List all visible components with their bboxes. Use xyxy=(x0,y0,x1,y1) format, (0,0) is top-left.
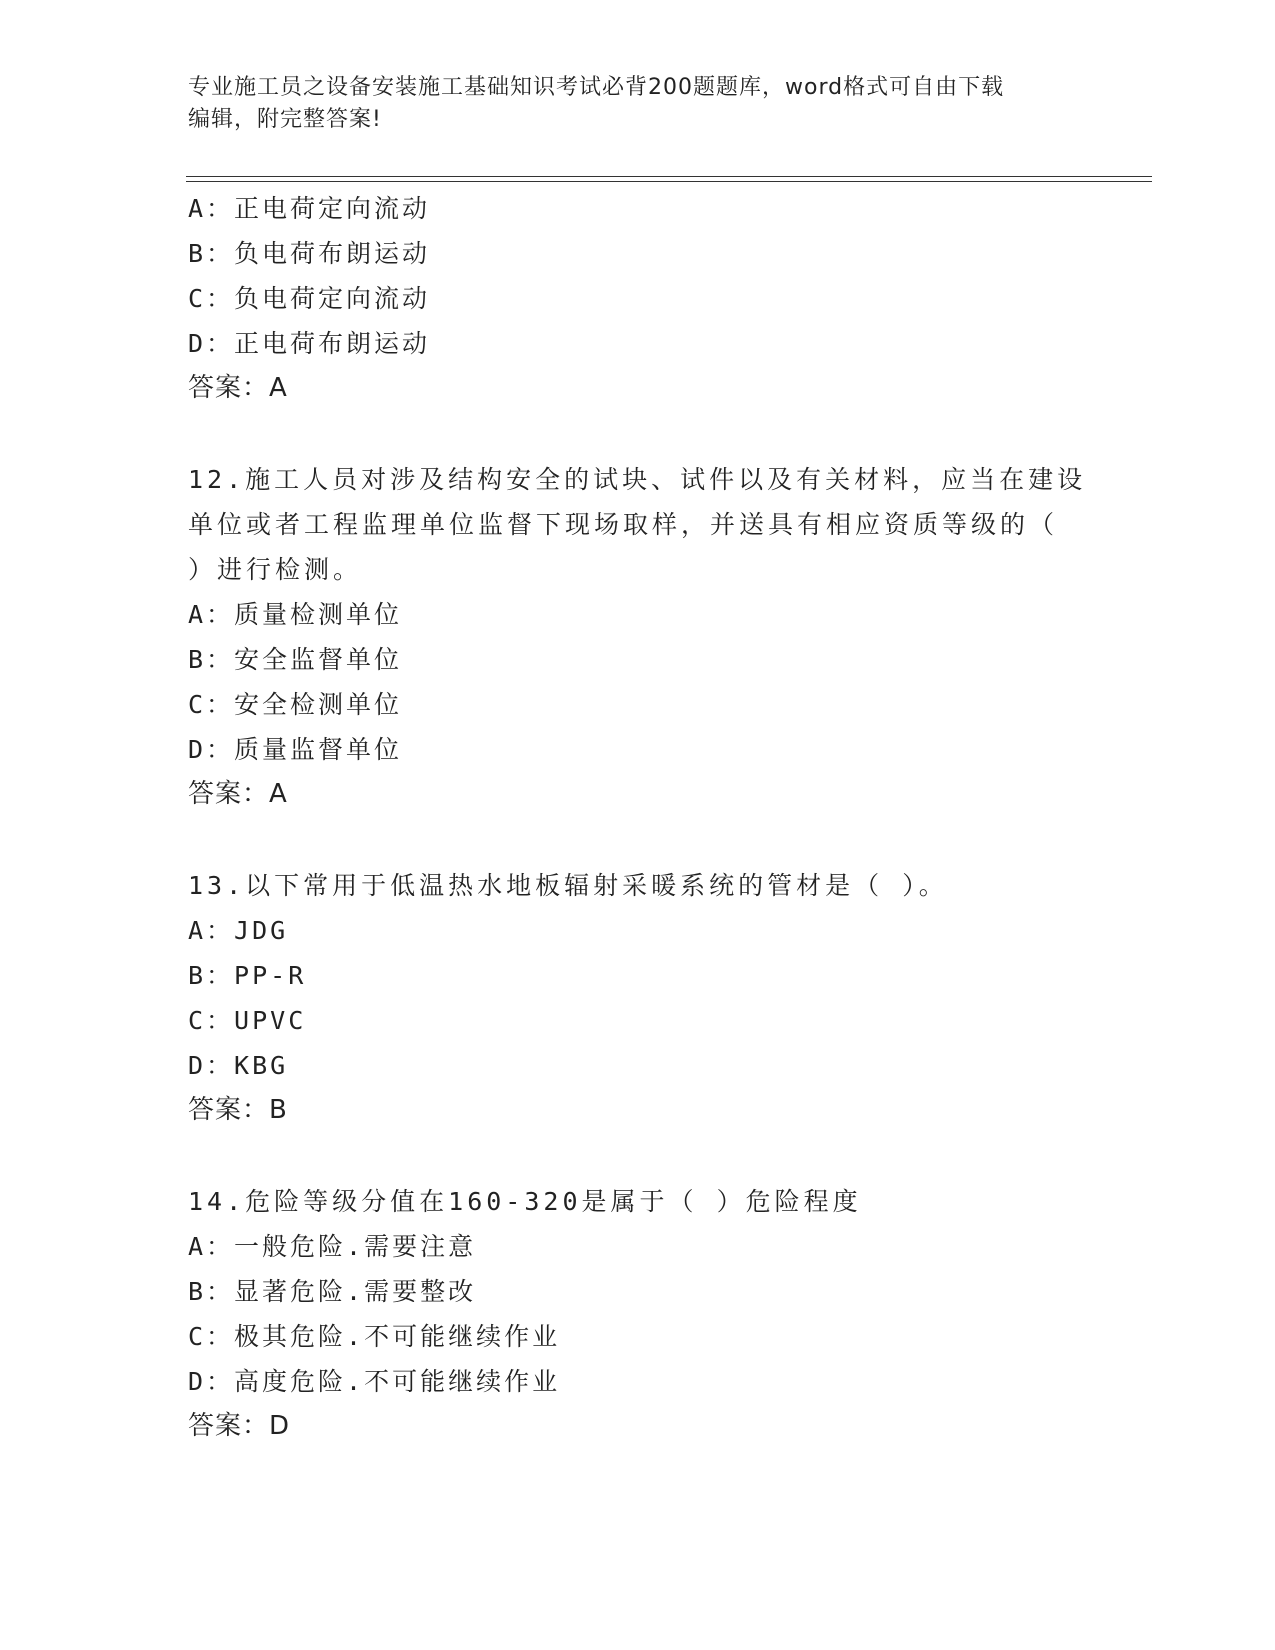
question-list xyxy=(188,186,1088,1449)
answer: 答案：B xyxy=(188,1095,288,1125)
option-c: C：安全检测单位 xyxy=(188,690,403,719)
option-b: B：安全监督单位 xyxy=(188,645,403,674)
option-c: C：UPVC xyxy=(188,1006,307,1035)
header-line-2: 编辑，附完整答案! xyxy=(188,107,382,132)
answer: 答案：A xyxy=(188,373,288,403)
option-b: B：PP-R xyxy=(188,961,307,990)
option-b: B：显著危险.需要整改 xyxy=(188,1277,477,1306)
option-c: C：负电荷定向流动 xyxy=(188,284,431,313)
question-text-line: ）进行检测。 xyxy=(188,555,363,584)
question-12 xyxy=(188,457,1088,817)
option-a: A：JDG xyxy=(188,916,289,945)
option-a: A：质量检测单位 xyxy=(188,600,403,629)
option-c: C：极其危险.不可能继续作业 xyxy=(188,1322,561,1351)
option-d: D：正电荷布朗运动 xyxy=(188,329,431,358)
option-d: D：KBG xyxy=(188,1051,289,1080)
header-divider-top xyxy=(186,176,1152,177)
question-13 xyxy=(188,863,1088,1133)
question-text-line: 12.施工人员对涉及结构安全的试块、试件以及有关材料，应当在建设 xyxy=(188,465,1087,494)
header-divider-bottom xyxy=(186,181,1152,182)
option-d: D：质量监督单位 xyxy=(188,735,403,764)
answer: 答案：D xyxy=(188,1411,291,1441)
option-a: A：正电荷定向流动 xyxy=(188,194,431,223)
document-header xyxy=(188,72,1068,136)
option-a: A：一般危险.需要注意 xyxy=(188,1232,477,1261)
option-d: D：高度危险.不可能继续作业 xyxy=(188,1367,561,1396)
answer: 答案：A xyxy=(188,779,288,809)
question-text-line: 14.危险等级分值在160-320是属于（ ）危险程度 xyxy=(188,1187,862,1216)
question-14 xyxy=(188,1179,1088,1449)
question-11 xyxy=(188,186,1088,411)
option-b: B：负电荷布朗运动 xyxy=(188,239,431,268)
header-line-1: 专业施工员之设备安装施工基础知识考试必背200题题库，word格式可自由下载 xyxy=(188,75,1005,100)
question-text-line: 单位或者工程监理单位监督下现场取样，并送具有相应资质等级的（ xyxy=(188,510,1059,539)
question-text-line: 13.以下常用于低温热水地板辐射采暖系统的管材是（ ）。 xyxy=(188,871,948,900)
